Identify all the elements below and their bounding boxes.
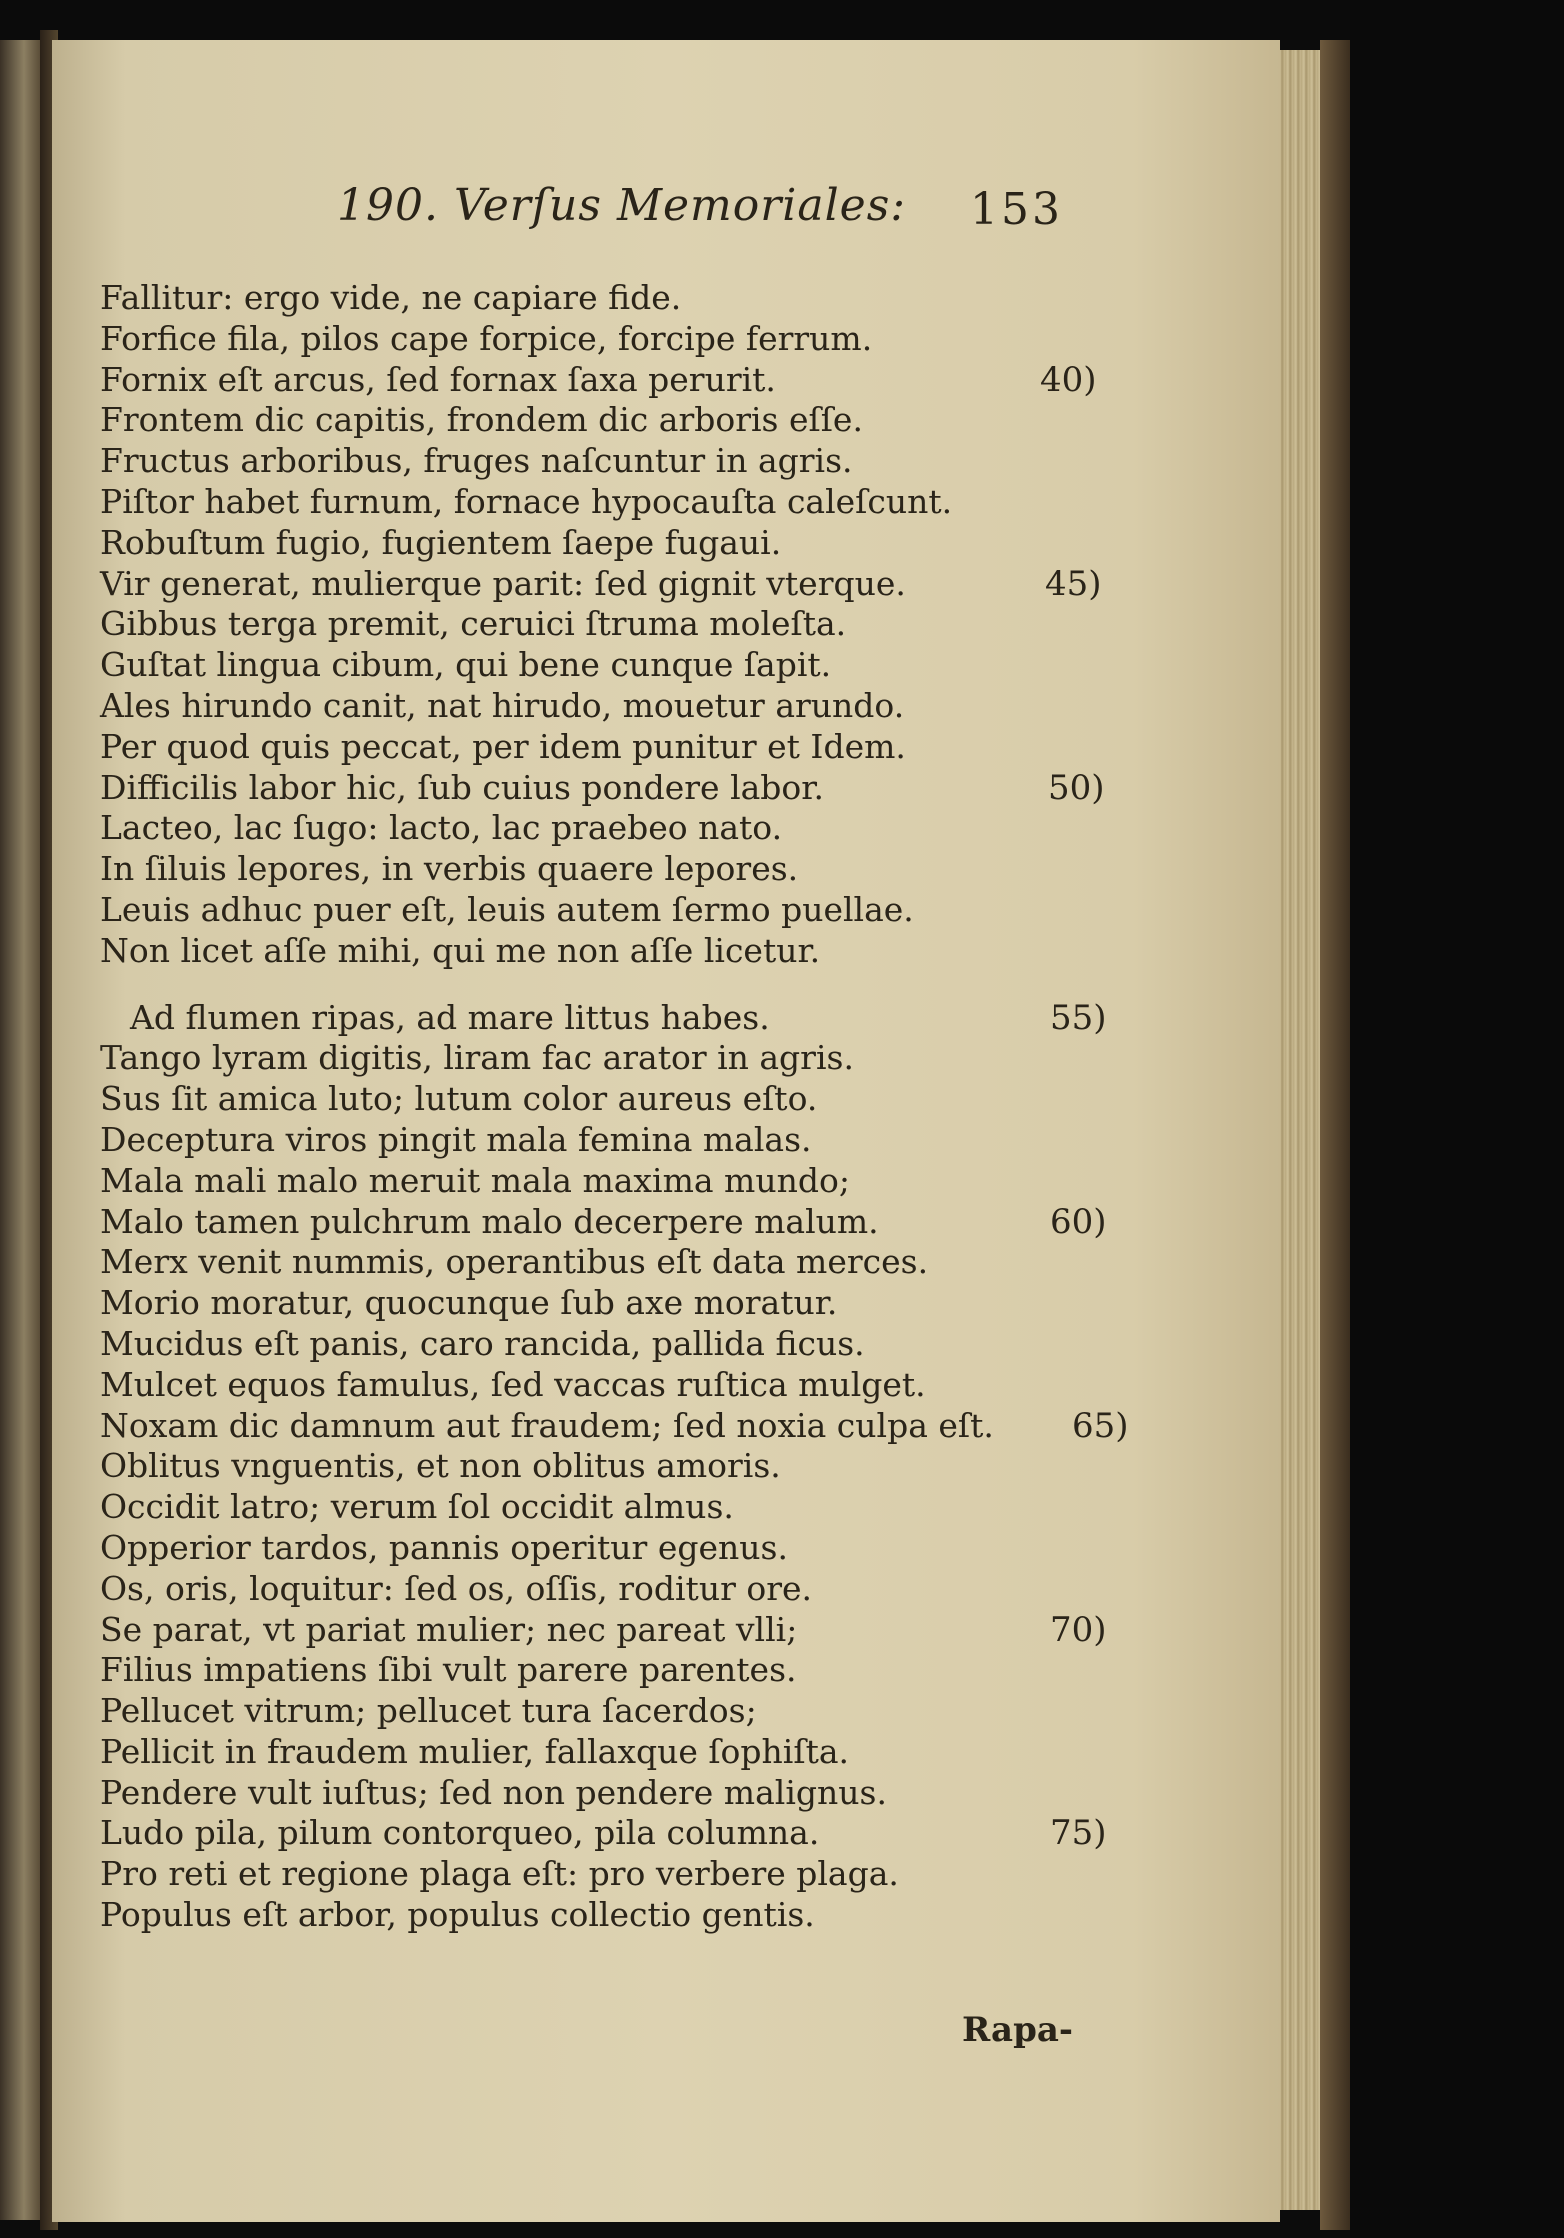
verse-text: Gibbus terga premit, ceruici ſtruma moleſta. [100, 604, 847, 644]
verse-line [100, 1365, 1250, 1406]
verse-line [100, 849, 1250, 890]
verse-line [100, 1446, 1250, 1487]
verse-text: Malo tamen pulchrum malo decerpere malum. [100, 1201, 879, 1241]
verse-text-block [100, 278, 1250, 1936]
verse-text: Frontem dic capitis, frondem dic arboris eſſe. [100, 400, 863, 440]
verse-text: Noxam dic damnum aut fraudem; ſed noxia culpa eſt. [100, 1405, 994, 1445]
facing-page-edge [0, 40, 40, 2220]
verse-line [100, 1854, 1250, 1895]
verse-text: Fallitur: ergo vide, ne capiare fide. [100, 278, 682, 317]
verse-line [100, 1242, 1250, 1283]
verse-text: Populus eſt arbor, populus collectio gentis. [100, 1895, 815, 1935]
verse-text: Piſtor habet furnum, fornace hypocauſta caleſcunt. [100, 481, 953, 521]
verse-text: Fructus arboribus, fruges naſcuntur in agris. [100, 441, 853, 481]
line-number: 60) [1050, 1201, 1107, 1242]
verse-text: Oblitus vnguentis, et non oblitus amoris. [100, 1446, 781, 1486]
verse-line [100, 1038, 1250, 1079]
verse-text: Forfice fila, pilos cape forpice, forcipe ferrum. [100, 318, 873, 358]
verse-line [100, 645, 1250, 686]
line-number: 65) [1072, 1405, 1129, 1446]
catchword: Rapa- [962, 2010, 1073, 2050]
verse-line [100, 808, 1250, 849]
verse-line [100, 931, 1250, 972]
verse-line [100, 1120, 1250, 1161]
verse-text: Vir generat, mulierque parit: ſed gignit vterque. [100, 563, 906, 603]
verse-line [100, 998, 1250, 1039]
verse-line [100, 278, 1250, 319]
verse-text: Mulcet equos famulus, ſed vaccas ruſtica mulget. [100, 1364, 926, 1404]
page-header [337, 180, 1097, 240]
verse-line [100, 1406, 1250, 1447]
verse-line [100, 1732, 1250, 1773]
verse-text: Opperior tardos, pannis operitur egenus. [100, 1527, 788, 1567]
verse-text: Non licet aſſe mihi, qui me non aſſe licetur. [100, 930, 821, 970]
verse-line [100, 1895, 1250, 1936]
line-number: 45) [1045, 563, 1102, 604]
verse-text: Guſtat lingua cibum, qui bene cunque ſapit. [100, 645, 832, 685]
running-title: 190. Verſus Memoriales: [337, 180, 907, 231]
verse-text: Se parat, vt pariat mulier; nec pareat vlli; [100, 1609, 798, 1649]
verse-text: Pendere vult iuſtus; ſed non pendere malignus. [100, 1772, 887, 1812]
verse-text: Sus ſit amica luto; lutum color aureus eſto. [100, 1079, 818, 1119]
verse-text: Difficilis labor hic, ſub cuius pondere labor. [100, 767, 824, 807]
verse-text: Tango lyram digitis, liram fac arator in agris. [100, 1038, 854, 1078]
verse-line [100, 768, 1250, 809]
line-number: 55) [1050, 997, 1107, 1038]
verse-text: Ales hirundo canit, nat hirudo, mouetur arundo. [100, 685, 905, 725]
verse-line [100, 1324, 1250, 1365]
verse-line [100, 523, 1250, 564]
verse-text: Lacteo, lac ſugo: lacto, lac praebeo nato. [100, 808, 783, 848]
verse-line [100, 1528, 1250, 1569]
verse-line [100, 1569, 1250, 1610]
verse-line [100, 890, 1250, 931]
verse-text: Deceptura viros pingit mala femina malas. [100, 1119, 812, 1159]
verse-text: Ad flumen ripas, ad mare littus habes. [130, 997, 770, 1037]
line-number: 75) [1050, 1813, 1107, 1854]
verse-text: Fornix eſt arcus, ſed fornax ſaxa perurit. [100, 359, 776, 399]
verse-text: Per quod quis peccat, per idem punitur et Idem. [100, 726, 906, 766]
verse-text: Morio moratur, quocunque ſub axe moratur. [100, 1283, 838, 1323]
scan-background-top [0, 0, 1564, 40]
verse-text: In ſiluis lepores, in verbis quaere lepores. [100, 849, 799, 889]
verse-line [100, 727, 1250, 768]
page-number: 153 [970, 184, 1063, 235]
verse-line [100, 1813, 1250, 1854]
verse-text: Robuſtum fugio, fugientem ſaepe fugaui. [100, 522, 782, 562]
line-number: 70) [1050, 1609, 1107, 1650]
verse-text: Filius impatiens ſibi vult parere parentes. [100, 1650, 797, 1690]
verse-line [100, 1283, 1250, 1324]
verse-line [100, 1487, 1250, 1528]
verse-text: Merx venit nummis, operantibus eſt data merces. [100, 1242, 929, 1282]
verse-line [100, 1773, 1250, 1814]
verse-line [100, 604, 1250, 645]
verse-text: Occidit latro; verum ſol occidit almus. [100, 1487, 734, 1527]
line-number: 50) [1048, 767, 1105, 808]
verse-text: Pellucet vitrum; pellucet tura ſacerdos; [100, 1691, 757, 1731]
verse-line [100, 1079, 1250, 1120]
verse-line [100, 564, 1250, 605]
book-page [52, 40, 1280, 2222]
verse-line [100, 1161, 1250, 1202]
verse-text: Mucidus eſt panis, caro rancida, pallida ficus. [100, 1323, 865, 1363]
verse-line [100, 482, 1250, 523]
stanza-1 [100, 278, 1250, 972]
line-number: 40) [1040, 359, 1097, 400]
book-cover-edge [1320, 40, 1350, 2230]
stanza-2 [100, 998, 1250, 1936]
verse-text: Pellicit in fraudem mulier, fallaxque ſophiſta. [100, 1731, 849, 1771]
verse-line [100, 360, 1250, 401]
verse-line [100, 441, 1250, 482]
verse-text: Mala mali malo meruit mala maxima mundo; [100, 1160, 850, 1200]
scan-background-right [1350, 0, 1564, 2238]
verse-line [100, 400, 1250, 441]
verse-line [100, 1650, 1250, 1691]
verse-text: Leuis adhuc puer eſt, leuis autem ſermo puellae. [100, 889, 914, 929]
verse-line [100, 1610, 1250, 1651]
stanza-gap [100, 972, 1250, 998]
verse-line [100, 686, 1250, 727]
verse-text: Os, oris, loquitur: ſed os, oſſis, roditur ore. [100, 1568, 812, 1608]
verse-text: Ludo pila, pilum contorqueo, pila columna. [100, 1813, 820, 1853]
verse-line [100, 319, 1250, 360]
verse-line [100, 1691, 1250, 1732]
verse-line [100, 1202, 1250, 1243]
verse-text: Pro reti et regione plaga eſt: pro verbere plaga. [100, 1854, 899, 1894]
